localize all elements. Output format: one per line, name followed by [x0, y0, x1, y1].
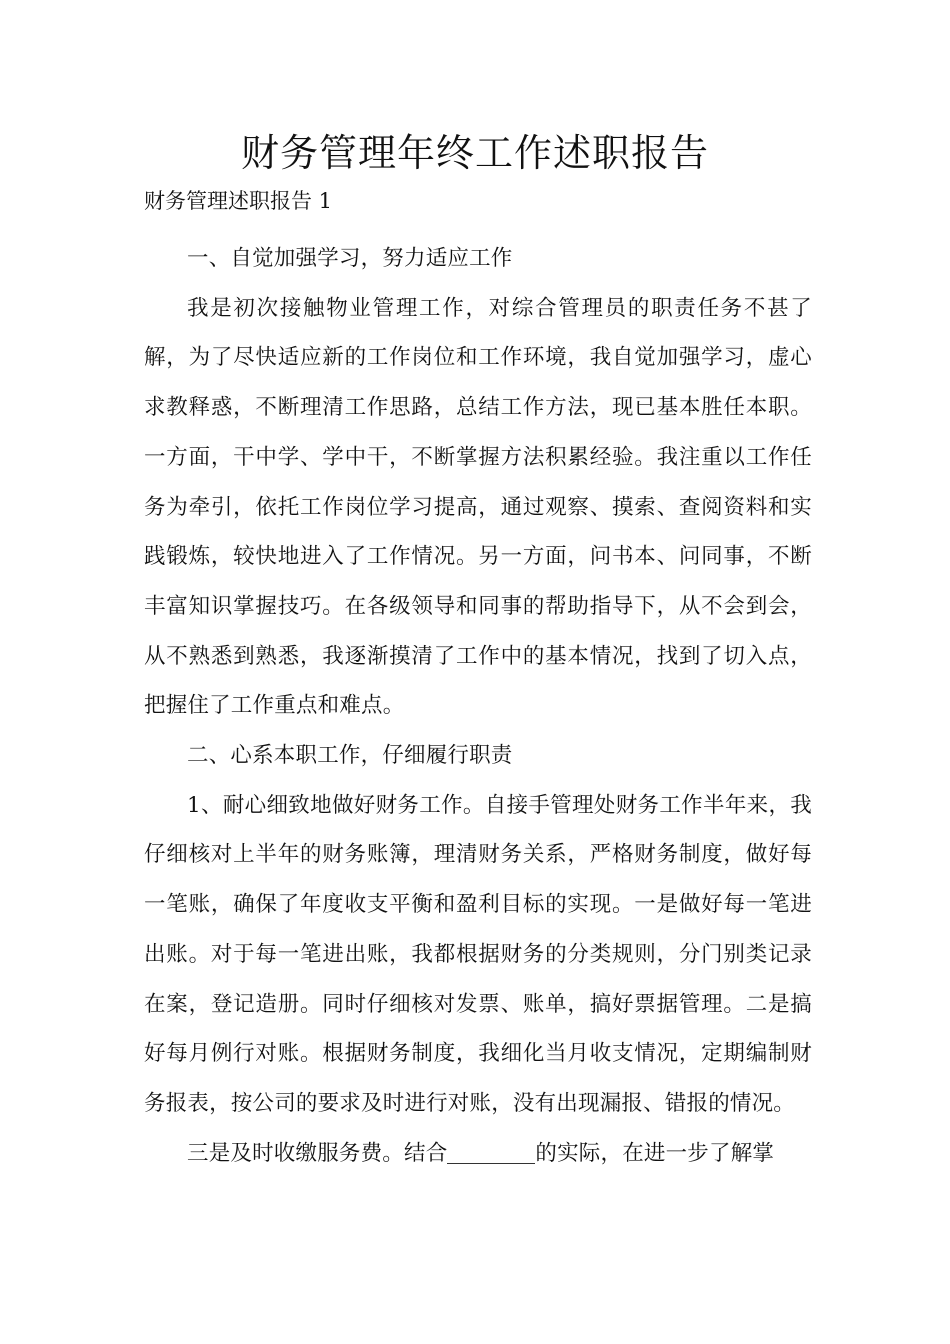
document-title: 财务管理年终工作述职报告: [240, 131, 709, 175]
section-heading-1: 一、自觉加强学习，努力适应工作: [187, 246, 513, 271]
section-heading-2: 二、心系本职工作，仔细履行职责: [187, 743, 513, 769]
paragraph-service-fee-start: 三是及时收缴服务费。结合: [187, 1140, 448, 1166]
fill-in-blank: [447, 1139, 535, 1164]
document-subtitle: 财务管理述职报告 1: [144, 189, 333, 213]
paragraph-learning: 我是初次接触物业管理工作，对综合管理员的职责任务不甚了解，为了尽快适应新的工作岗位和工作环境，我自觉加强学习，虚心求教释惑，不断理清工作思路，总结工作方法，现已基本胜任本职。一方面，干中学、学中干，不断掌握方法积累经验。我注重以工作任务为牵引，依托工作岗位学习提高，通过观察、摸索、查阅资料和实践锻炼，较快地进入了工作情况。另一方面，问书本、问同事，不断丰富知识掌握技巧。在各级领导和同事的帮助指导下，从不会到会，从不熟悉到熟悉，我逐渐摸清了工作中的基本情况，找到了切入点，把握住了工作重点和难点。: [144, 295, 812, 719]
paragraph-finance-work: 1、耐心细致地做好财务工作。自接手管理处财务工作半年来，我仔细核对上半年的财务账簿，理清财务关系，严格财务制度，做好每一笔账，确保了年度收支平衡和盈利目标的实现。一是做好每一笔进出账。对于每一笔进出账，我都根据财务的分类规则，分门别类记录在案，登记造册。同时仔细核对发票、账单，搞好票据管理。二是搞好每月例行对账。根据财务制度，我细化当月收支情况，定期编制财务报表，按公司的要求及时进行对账，没有出现漏报、错报的情况。: [144, 792, 812, 1116]
paragraph-service-fee-end: 的实际，在进一步了解掌: [535, 1140, 775, 1166]
document-body: [144, 234, 812, 1178]
paragraph-service-fee: [144, 1129, 812, 1179]
